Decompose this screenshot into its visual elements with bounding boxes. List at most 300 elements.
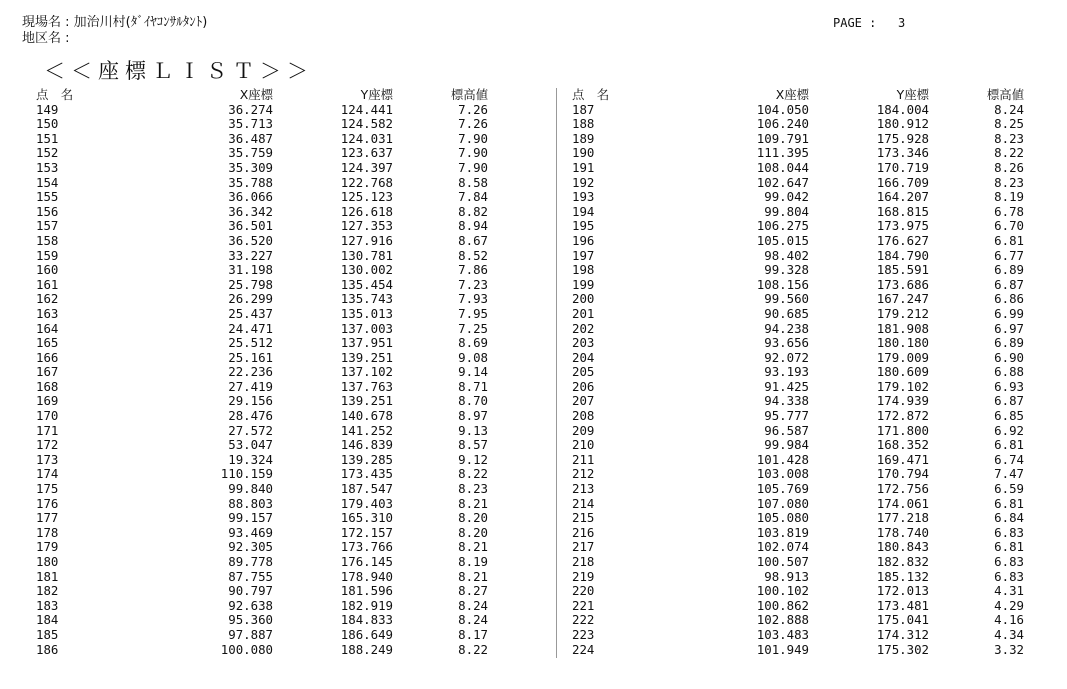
- elevation-cell: 8.22: [458, 466, 488, 482]
- y-coordinate-cell: 173.346: [876, 145, 929, 161]
- y-coordinate-cell: 125.123: [340, 189, 393, 205]
- table-row: [36, 322, 488, 337]
- x-coordinate-cell: 109.791: [756, 130, 809, 146]
- elevation-cell: 8.19: [994, 189, 1024, 205]
- x-coordinate-cell: 25.437: [228, 305, 273, 321]
- point-name-cell: 174: [36, 466, 59, 482]
- elevation-cell: 6.87: [994, 276, 1024, 292]
- header-point-name: 点 名: [572, 87, 610, 102]
- coordinate-list-title: ＜＜座標ＬＩＳＴ＞＞: [44, 59, 314, 83]
- y-coordinate-cell: 170.719: [876, 159, 929, 175]
- elevation-cell: 8.22: [994, 145, 1024, 161]
- y-coordinate-cell: 139.251: [340, 349, 393, 365]
- table-row: [36, 424, 488, 439]
- point-name-cell: 152: [36, 145, 59, 161]
- point-name-cell: 185: [36, 626, 59, 642]
- elevation-cell: 8.67: [458, 232, 488, 248]
- x-coordinate-cell: 35.309: [228, 159, 273, 175]
- elevation-cell: 6.86: [994, 291, 1024, 307]
- point-name-cell: 177: [36, 510, 59, 526]
- elevation-cell: 8.26: [994, 159, 1024, 175]
- elevation-cell: 4.31: [994, 583, 1024, 599]
- x-coordinate-cell: 93.656: [764, 335, 809, 351]
- elevation-cell: 7.26: [458, 101, 488, 117]
- y-coordinate-cell: 179.403: [340, 495, 393, 511]
- elevation-cell: 7.47: [994, 466, 1024, 482]
- table-row: [36, 292, 488, 307]
- table-row: [36, 234, 488, 249]
- x-coordinate-cell: 111.395: [756, 145, 809, 161]
- y-coordinate-cell: 173.766: [340, 539, 393, 555]
- elevation-cell: 6.83: [994, 524, 1024, 540]
- point-name-cell: 214: [572, 495, 595, 511]
- point-name-cell: 193: [572, 189, 595, 205]
- elevation-cell: 8.27: [458, 583, 488, 599]
- x-coordinate-cell: 92.072: [764, 349, 809, 365]
- x-coordinate-cell: 110.159: [220, 466, 273, 482]
- header-x-coordinate: X座標: [239, 87, 273, 102]
- point-name-cell: 161: [36, 276, 59, 292]
- point-name-cell: 160: [36, 262, 59, 278]
- y-coordinate-cell: 124.397: [340, 159, 393, 175]
- elevation-cell: 8.21: [458, 568, 488, 584]
- point-name-cell: 219: [572, 568, 595, 584]
- table-row: [572, 190, 1024, 205]
- table-row: [36, 394, 488, 409]
- table-header-row: [36, 88, 488, 103]
- point-name-cell: 198: [572, 262, 595, 278]
- x-coordinate-cell: 94.338: [764, 393, 809, 409]
- y-coordinate-cell: 180.180: [876, 335, 929, 351]
- y-coordinate-cell: 174.939: [876, 393, 929, 409]
- elevation-cell: 8.20: [458, 524, 488, 540]
- table-row: [36, 526, 488, 541]
- header-x-coordinate: X座標: [775, 87, 809, 102]
- point-name-cell: 194: [572, 203, 595, 219]
- y-coordinate-cell: 184.833: [340, 612, 393, 628]
- point-name-cell: 169: [36, 393, 59, 409]
- elevation-cell: 6.77: [994, 247, 1024, 263]
- x-coordinate-cell: 53.047: [228, 437, 273, 453]
- y-coordinate-cell: 124.441: [340, 101, 393, 117]
- y-coordinate-cell: 180.843: [876, 539, 929, 555]
- district-label: 地区名: [22, 31, 62, 46]
- point-name-cell: 156: [36, 203, 59, 219]
- point-name-cell: 178: [36, 524, 59, 540]
- table-row: [572, 424, 1024, 439]
- point-name-cell: 184: [36, 612, 59, 628]
- elevation-cell: 6.78: [994, 203, 1024, 219]
- y-coordinate-cell: 180.912: [876, 116, 929, 132]
- y-coordinate-cell: 174.312: [876, 626, 929, 642]
- x-coordinate-cell: 105.769: [756, 481, 809, 497]
- x-coordinate-cell: 99.804: [764, 203, 809, 219]
- elevation-cell: 8.20: [458, 510, 488, 526]
- x-coordinate-cell: 29.156: [228, 393, 273, 409]
- point-name-cell: 220: [572, 583, 595, 599]
- y-coordinate-cell: 124.031: [340, 130, 393, 146]
- elevation-cell: 8.21: [458, 495, 488, 511]
- table-row: [572, 540, 1024, 555]
- x-coordinate-cell: 24.471: [228, 320, 273, 336]
- elevation-cell: 8.19: [458, 554, 488, 569]
- y-coordinate-cell: 185.591: [876, 262, 929, 278]
- elevation-cell: 8.23: [994, 130, 1024, 146]
- y-coordinate-cell: 184.790: [876, 247, 929, 263]
- x-coordinate-cell: 104.050: [756, 101, 809, 117]
- point-name-cell: 158: [36, 232, 59, 248]
- elevation-cell: 6.99: [994, 305, 1024, 321]
- elevation-cell: 6.87: [994, 393, 1024, 409]
- y-coordinate-cell: 173.435: [340, 466, 393, 482]
- point-name-cell: 166: [36, 349, 59, 365]
- table-row: [572, 117, 1024, 132]
- page-number: 3: [898, 16, 906, 30]
- x-coordinate-cell: 36.501: [228, 218, 273, 234]
- x-coordinate-cell: 103.819: [756, 524, 809, 540]
- y-coordinate-cell: 167.247: [876, 291, 929, 307]
- point-name-cell: 218: [572, 554, 595, 569]
- y-coordinate-cell: 174.061: [876, 495, 929, 511]
- header-y-coordinate: Y座標: [360, 87, 393, 102]
- page-indicator: PAGE : 3: [833, 16, 906, 30]
- point-name-cell: 182: [36, 583, 59, 599]
- table-body: [572, 103, 1024, 658]
- x-coordinate-cell: 28.476: [228, 408, 273, 424]
- elevation-cell: 7.90: [458, 130, 488, 146]
- elevation-cell: 7.93: [458, 291, 488, 307]
- table-row: [572, 628, 1024, 643]
- x-coordinate-cell: 87.755: [228, 568, 273, 584]
- x-coordinate-cell: 99.560: [764, 291, 809, 307]
- table-row: [572, 526, 1024, 541]
- table-row: [36, 205, 488, 220]
- table-row: [572, 409, 1024, 424]
- point-name-cell: 212: [572, 466, 595, 482]
- elevation-cell: 6.97: [994, 320, 1024, 336]
- elevation-cell: 8.23: [458, 481, 488, 497]
- table-row: [36, 497, 488, 512]
- y-coordinate-cell: 169.471: [876, 451, 929, 467]
- elevation-cell: 8.17: [458, 626, 488, 642]
- table-row: [572, 394, 1024, 409]
- elevation-cell: 7.95: [458, 305, 488, 321]
- y-coordinate-cell: 176.145: [340, 554, 393, 569]
- x-coordinate-cell: 36.274: [228, 101, 273, 117]
- y-coordinate-cell: 173.975: [876, 218, 929, 234]
- y-coordinate-cell: 182.919: [340, 597, 393, 613]
- table-header-row: [572, 88, 1024, 103]
- point-name-cell: 189: [572, 130, 595, 146]
- y-coordinate-cell: 122.768: [340, 174, 393, 190]
- table-row: [572, 336, 1024, 351]
- x-coordinate-cell: 27.419: [228, 378, 273, 394]
- y-coordinate-cell: 139.285: [340, 451, 393, 467]
- table-row: [572, 278, 1024, 293]
- y-coordinate-cell: 168.352: [876, 437, 929, 453]
- district-name-line: 地区名 :: [22, 31, 74, 46]
- point-name-cell: 206: [572, 378, 595, 394]
- point-name-cell: 210: [572, 437, 595, 453]
- y-coordinate-cell: 126.618: [340, 203, 393, 219]
- elevation-cell: 6.83: [994, 568, 1024, 584]
- y-coordinate-cell: 185.132: [876, 568, 929, 584]
- point-name-cell: 157: [36, 218, 59, 234]
- elevation-cell: 8.57: [458, 437, 488, 453]
- x-coordinate-cell: 93.469: [228, 524, 273, 540]
- point-name-cell: 151: [36, 130, 59, 146]
- y-coordinate-cell: 179.009: [876, 349, 929, 365]
- point-name-cell: 203: [572, 335, 595, 351]
- point-name-cell: 172: [36, 437, 59, 453]
- point-name-cell: 153: [36, 159, 59, 175]
- x-coordinate-cell: 96.587: [764, 422, 809, 438]
- point-name-cell: 183: [36, 597, 59, 613]
- x-coordinate-cell: 93.193: [764, 364, 809, 380]
- point-name-cell: 222: [572, 612, 595, 628]
- elevation-cell: 6.92: [994, 422, 1024, 438]
- elevation-cell: 6.81: [994, 495, 1024, 511]
- elevation-cell: 8.97: [458, 408, 488, 424]
- elevation-cell: 6.93: [994, 378, 1024, 394]
- y-coordinate-cell: 135.743: [340, 291, 393, 307]
- header-elevation: 標高値: [986, 87, 1024, 102]
- x-coordinate-cell: 26.299: [228, 291, 273, 307]
- elevation-cell: 7.90: [458, 145, 488, 161]
- table-row: [36, 307, 488, 322]
- point-name-cell: 159: [36, 247, 59, 263]
- y-coordinate-cell: 173.686: [876, 276, 929, 292]
- table-row: [572, 132, 1024, 147]
- x-coordinate-cell: 100.102: [756, 583, 809, 599]
- header-elevation: 標高値: [450, 87, 488, 102]
- y-coordinate-cell: 137.951: [340, 335, 393, 351]
- point-name-cell: 168: [36, 378, 59, 394]
- table-row: [572, 570, 1024, 585]
- point-name-cell: 173: [36, 451, 59, 467]
- point-name-cell: 191: [572, 159, 595, 175]
- y-coordinate-cell: 171.800: [876, 422, 929, 438]
- table-row: [572, 322, 1024, 337]
- table-row: [572, 161, 1024, 176]
- point-name-cell: 199: [572, 276, 595, 292]
- table-row: [36, 409, 488, 424]
- elevation-cell: 6.70: [994, 218, 1024, 234]
- elevation-cell: 6.84: [994, 510, 1024, 526]
- point-name-cell: 155: [36, 189, 59, 205]
- point-name-cell: 181: [36, 568, 59, 584]
- x-coordinate-cell: 105.080: [756, 510, 809, 526]
- elevation-cell: 8.24: [458, 597, 488, 613]
- table-row: [36, 511, 488, 526]
- site-name-line: 現場名 : 加治川村(ﾀﾞｲﾔｺﾝｻﾙﾀﾝﾄ): [22, 15, 208, 30]
- elevation-cell: 8.21: [458, 539, 488, 555]
- x-coordinate-cell: 100.862: [756, 597, 809, 613]
- x-coordinate-cell: 101.428: [756, 451, 809, 467]
- table-row: [36, 467, 488, 482]
- table-row: [36, 365, 488, 380]
- x-coordinate-cell: 99.042: [764, 189, 809, 205]
- table-row: [36, 584, 488, 599]
- table-row: [572, 643, 1024, 658]
- table-row: [572, 467, 1024, 482]
- point-name-cell: 186: [36, 641, 59, 657]
- point-name-cell: 201: [572, 305, 595, 321]
- y-coordinate-cell: 137.102: [340, 364, 393, 380]
- elevation-cell: 7.25: [458, 320, 488, 336]
- point-name-cell: 217: [572, 539, 595, 555]
- point-name-cell: 179: [36, 539, 59, 555]
- elevation-cell: 4.34: [994, 626, 1024, 642]
- point-name-cell: 195: [572, 218, 595, 234]
- y-coordinate-cell: 123.637: [340, 145, 393, 161]
- elevation-cell: 7.90: [458, 159, 488, 175]
- point-name-cell: 216: [572, 524, 595, 540]
- x-coordinate-cell: 31.198: [228, 262, 273, 278]
- elevation-cell: 8.69: [458, 335, 488, 351]
- x-coordinate-cell: 89.778: [228, 554, 273, 569]
- table-row: [36, 117, 488, 132]
- point-name-cell: 165: [36, 335, 59, 351]
- table-row: [572, 599, 1024, 614]
- point-name-cell: 190: [572, 145, 595, 161]
- table-row: [572, 146, 1024, 161]
- elevation-cell: 6.89: [994, 335, 1024, 351]
- table-row: [572, 482, 1024, 497]
- point-name-cell: 223: [572, 626, 595, 642]
- table-row: [36, 146, 488, 161]
- x-coordinate-cell: 25.161: [228, 349, 273, 365]
- table-row: [36, 190, 488, 205]
- y-coordinate-cell: 178.740: [876, 524, 929, 540]
- point-name-cell: 213: [572, 481, 595, 497]
- y-coordinate-cell: 188.249: [340, 641, 393, 657]
- y-coordinate-cell: 137.003: [340, 320, 393, 336]
- elevation-cell: 7.84: [458, 189, 488, 205]
- point-name-cell: 163: [36, 305, 59, 321]
- point-name-cell: 154: [36, 174, 59, 190]
- x-coordinate-cell: 99.984: [764, 437, 809, 453]
- point-name-cell: 167: [36, 364, 59, 380]
- table-row: [36, 628, 488, 643]
- x-coordinate-cell: 19.324: [228, 451, 273, 467]
- elevation-cell: 7.86: [458, 262, 488, 278]
- elevation-cell: 8.58: [458, 174, 488, 190]
- x-coordinate-cell: 88.803: [228, 495, 273, 511]
- y-coordinate-cell: 182.832: [876, 554, 929, 569]
- point-name-cell: 180: [36, 554, 59, 569]
- point-name-cell: 188: [572, 116, 595, 132]
- coordinate-table-left: [36, 88, 488, 657]
- x-coordinate-cell: 35.759: [228, 145, 273, 161]
- y-coordinate-cell: 139.251: [340, 393, 393, 409]
- point-name-cell: 170: [36, 408, 59, 424]
- table-row: [572, 613, 1024, 628]
- table-row: [36, 453, 488, 468]
- elevation-cell: 8.71: [458, 378, 488, 394]
- x-coordinate-cell: 27.572: [228, 422, 273, 438]
- x-coordinate-cell: 100.507: [756, 554, 809, 569]
- point-name-cell: 204: [572, 349, 595, 365]
- x-coordinate-cell: 99.840: [228, 481, 273, 497]
- elevation-cell: 9.13: [458, 422, 488, 438]
- y-coordinate-cell: 130.002: [340, 262, 393, 278]
- x-coordinate-cell: 105.015: [756, 232, 809, 248]
- y-coordinate-cell: 166.709: [876, 174, 929, 190]
- x-coordinate-cell: 36.487: [228, 130, 273, 146]
- elevation-cell: 6.74: [994, 451, 1024, 467]
- y-coordinate-cell: 181.908: [876, 320, 929, 336]
- y-coordinate-cell: 187.547: [340, 481, 393, 497]
- x-coordinate-cell: 35.713: [228, 116, 273, 132]
- y-coordinate-cell: 186.649: [340, 626, 393, 642]
- point-name-cell: 150: [36, 116, 59, 132]
- elevation-cell: 6.59: [994, 481, 1024, 497]
- site-label: 現場名: [22, 15, 62, 30]
- x-coordinate-cell: 95.360: [228, 612, 273, 628]
- point-name-cell: 215: [572, 510, 595, 526]
- point-name-cell: 197: [572, 247, 595, 263]
- column-divider: [556, 88, 557, 658]
- point-name-cell: 187: [572, 101, 595, 117]
- elevation-cell: 6.85: [994, 408, 1024, 424]
- x-coordinate-cell: 36.520: [228, 232, 273, 248]
- table-row: [572, 438, 1024, 453]
- x-coordinate-cell: 99.157: [228, 510, 273, 526]
- table-body: [36, 103, 488, 658]
- point-name-cell: 209: [572, 422, 595, 438]
- point-name-cell: 171: [36, 422, 59, 438]
- table-row: [572, 103, 1024, 118]
- table-row: [36, 599, 488, 614]
- table-row: [572, 249, 1024, 264]
- table-row: [572, 351, 1024, 366]
- y-coordinate-cell: 177.218: [876, 510, 929, 526]
- table-row: [36, 570, 488, 585]
- y-coordinate-cell: 175.928: [876, 130, 929, 146]
- y-coordinate-cell: 179.102: [876, 378, 929, 394]
- elevation-cell: 6.81: [994, 232, 1024, 248]
- table-row: [36, 555, 488, 570]
- point-name-cell: 162: [36, 291, 59, 307]
- x-coordinate-cell: 98.913: [764, 568, 809, 584]
- x-coordinate-cell: 33.227: [228, 247, 273, 263]
- point-name-cell: 208: [572, 408, 595, 424]
- table-row: [572, 292, 1024, 307]
- elevation-cell: 8.23: [994, 174, 1024, 190]
- y-coordinate-cell: 135.013: [340, 305, 393, 321]
- elevation-cell: 6.81: [994, 539, 1024, 555]
- y-coordinate-cell: 164.207: [876, 189, 929, 205]
- x-coordinate-cell: 35.788: [228, 174, 273, 190]
- elevation-cell: 8.52: [458, 247, 488, 263]
- page-label: PAGE: [833, 16, 862, 30]
- point-name-cell: 202: [572, 320, 595, 336]
- x-coordinate-cell: 25.512: [228, 335, 273, 351]
- table-row: [36, 176, 488, 191]
- elevation-cell: 6.83: [994, 554, 1024, 569]
- point-name-cell: 176: [36, 495, 59, 511]
- y-coordinate-cell: 176.627: [876, 232, 929, 248]
- elevation-cell: 8.82: [458, 203, 488, 219]
- x-coordinate-cell: 94.238: [764, 320, 809, 336]
- table-row: [572, 307, 1024, 322]
- header-y-coordinate: Y座標: [896, 87, 929, 102]
- point-name-cell: 164: [36, 320, 59, 336]
- x-coordinate-cell: 92.305: [228, 539, 273, 555]
- point-name-cell: 200: [572, 291, 595, 307]
- x-coordinate-cell: 102.888: [756, 612, 809, 628]
